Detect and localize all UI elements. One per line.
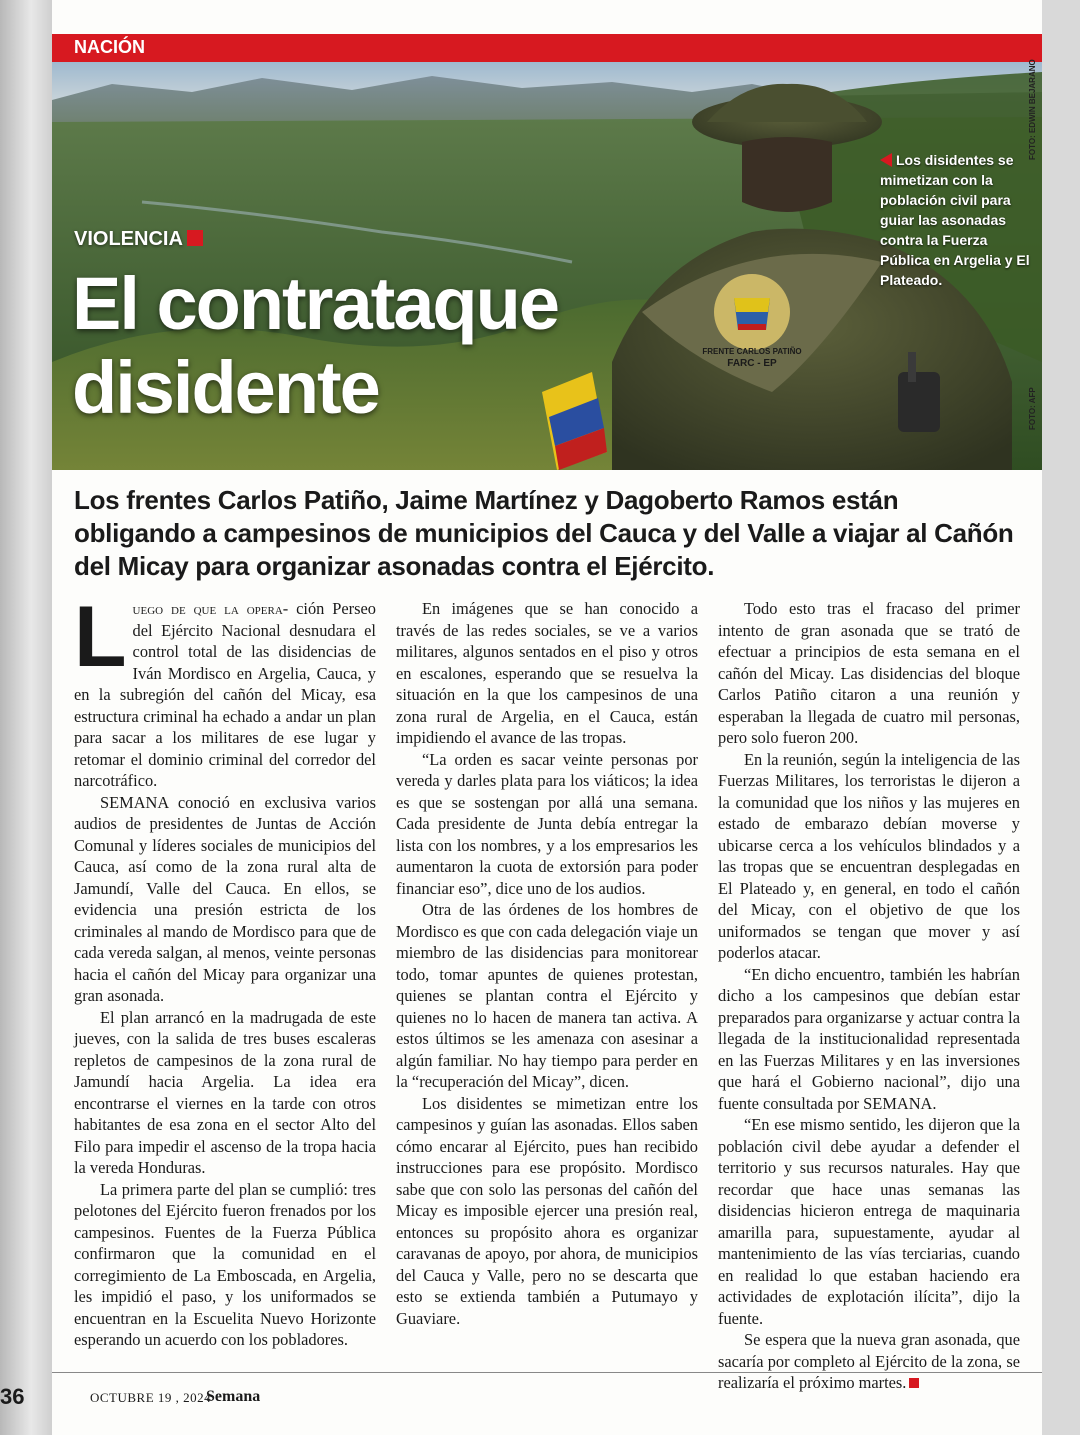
- paragraph: En imágenes que se han conocido a través de las redes sociales, se ve a varios militares, algunos sentados en el piso y otros en escalones, esperando que se resuelva la situación en la que los campesinos de una zona rural de Argelia, en el Cauca, están impidiendo el avance de las tropas.: [396, 599, 698, 747]
- paragraph: Los disidentes se mimetizan entre los campesinos y guían las asonadas. Ellos saben cómo encarar al Ejército, pues han recibido instrucciones para ese propósito. Mordisco sabe que con solo las personas del cañón del Micay es imposible ejercer una presión real, entonces su propósito ahora es organizar caravanas de apoyo, por ahora, de municipios del Cauca y Valle, pero no se descarta que esto se extienda también a Putumayo y Guaviare.: [396, 1093, 698, 1328]
- magazine-brand: Semana: [206, 1388, 261, 1405]
- photo-credit-top: FOTO: EDWIN BEJARANO: [1028, 59, 1037, 160]
- column-3: [718, 598, 1020, 1394]
- paragraph: El plan arrancó en la madrugada de este jueves, con la salida de tres buses escaleras repletos de campesinos de la zona rural de Jamundí hacia Argelia. La idea era encontrarse el viernes en la tarde con otros habitantes de esa zona en el sector Alto del Filo para impedir el ascenso de la tropa hacia la vereda Honduras.: [74, 1007, 376, 1177]
- column-2: [396, 598, 698, 1329]
- paragraph: Luego de que la opera- ción Perseo del Ejército Nacional desnudara el control total de las disidencias de Iván Mordisco en Argelia, Cauca, y en la subregión del cañón del Micay, esa estructura criminal ha echado a andar un plan para sacar a los militares de ese lugar y retomar el dominio criminal del corredor del narcotráfico.: [74, 589, 376, 790]
- paragraph: “La orden es sacar veinte personas por vereda y darles plata para los viáticos; la idea es que se sostengan por allá una semana. Cada presidente de Junta debía entregar la lista con los nombres, y a los empresarios les aumentaron la cuota de extorsión para poder financiar eso”, dice uno de los audios.: [396, 749, 698, 898]
- paragraph: Se espera que la nueva gran asonada, que sacaría por completo al Ejército de la zona, se realizaría el próximo martes.: [718, 1330, 1020, 1392]
- headline-line-2: disidente: [72, 346, 379, 429]
- photo-caption: Los disidentes se mimetizan con la población civil para guiar las asonadas contra la Fuerza Pública en Argelia y El Plateado.: [880, 152, 1030, 288]
- patch-text-1: FRENTE CARLOS PATIÑO: [702, 347, 802, 356]
- hero-photo: [52, 62, 1042, 470]
- paragraph: Todo esto tras el fracaso del primer intento de gran asonada que se trató de efectuar a principios de esta semana en el cañón del Micay. Las disidencias del bloque Carlos Patiño citaron a una reunión y esperaban la llegada de cuatro mil personas, pero solo fueron 200.: [718, 599, 1020, 747]
- paragraph: La primera parte del plan se cumplió: tres pelotones del Ejército fueron frenados por los campesinos. Fuentes de la Fuerza Pública confirmaron que la comunidad en el corregimiento de La Emboscada, en Argelia, les impidió el paso, y los uniformados se encuentran en la Escuelita Nuevo Horizonte esperando un acuerdo con los pobladores.: [74, 1179, 376, 1349]
- end-mark-icon: [909, 1378, 919, 1388]
- drop-cap: L: [74, 589, 127, 685]
- headline-line-1: El contrataque: [72, 262, 558, 345]
- paragraph: SEMANA conoció en exclusiva varios audios de presidentes de Juntas de Acción Comunal y líderes sociales de municipios del Cauca, así como de la zona rural alta de Jamundí, Valle del Cauca. En ellos, se evidencia una presión estricta de los criminales al mando de Mordisco para que de cada vereda salgan, al menos, veinte personas hacia el cañón del Micay para organizar una gran asonada.: [74, 792, 376, 1005]
- page-number: 36: [0, 1384, 25, 1409]
- issue-date: OCTUBRE 19 , 2024: [90, 1390, 212, 1405]
- column-1: [74, 589, 376, 1351]
- paragraph: “En ese mismo sentido, les dijeron que la población civil debe ayudar a defender el territorio y sus recursos naturales. Hay que recordar que hace unas semanas las disidencias hicieron entrega de maquinaria amarilla para, supuestamente, ayudar al mantenimiento de las vías terciarias, cuando en realidad lo que estaban haciendo era actividades de explotación ilícita”, dijo la fuente.: [718, 1115, 1020, 1328]
- lead-small-caps: uego de que la opera-: [132, 599, 289, 618]
- caption-arrow-icon: [880, 153, 892, 167]
- footer-rule: [52, 1372, 1042, 1373]
- patch-text-2: FARC - EP: [727, 358, 777, 369]
- paragraph: Otra de las órdenes de los hombres de Mordisco es que con cada delegación viaje un miembro de las disidencias para monitorear todo, tomar apuntes de quienes protestan, quienes se plantan contra el Ejército y quienes no lo hacen de manera tan activa. A estos últimos se les amenaza con asesinar a algún familiar. No hay tiempo para perder en la “recuperación del Micay”, dicen.: [396, 900, 698, 1091]
- page-spine-shadow: [0, 0, 52, 1435]
- section-bar: [52, 34, 1042, 62]
- paragraph: “En dicho encuentro, también les habrían dicho a los campesinos que debían estar preparados para organizarse y actuar contra la llegada de la institucionalidad representada en las Fuerzas Militares y en las inversiones que hará el Gobierno nacional”, dijo una fuente consultada por SEMANA.: [718, 964, 1020, 1113]
- kicker-square-icon: [187, 230, 203, 246]
- headline: [72, 262, 692, 430]
- section-label: NACIÓN: [74, 37, 145, 57]
- article-deck: Los frentes Carlos Patiño, Jaime Martínez y Dagoberto Ramos están obligando a campesinos de municipios del Cauca y del Valle a viajar al Cañón del Micay para organizar asonadas contra el Ejército.: [74, 485, 1014, 581]
- kicker-label: VIOLENCIA: [74, 228, 203, 251]
- paragraph: En la reunión, según la inteligencia de las Fuerzas Militares, los terroristas le dijeron a la comunidad que los niños y las mujeres en estado de embarazo debían moverse y ubicarse cerca a los vehículos blindados y a las tropas que se encuentran desplegadas en El Plateado y, en general, en todo el cañón del Micay, con el objetivo de que los uniformados se tengan que mover y así poderlos atacar.: [718, 749, 1020, 962]
- photo-credit-bottom: FOTO: AFP: [1028, 387, 1037, 430]
- magazine-page: [52, 0, 1042, 1435]
